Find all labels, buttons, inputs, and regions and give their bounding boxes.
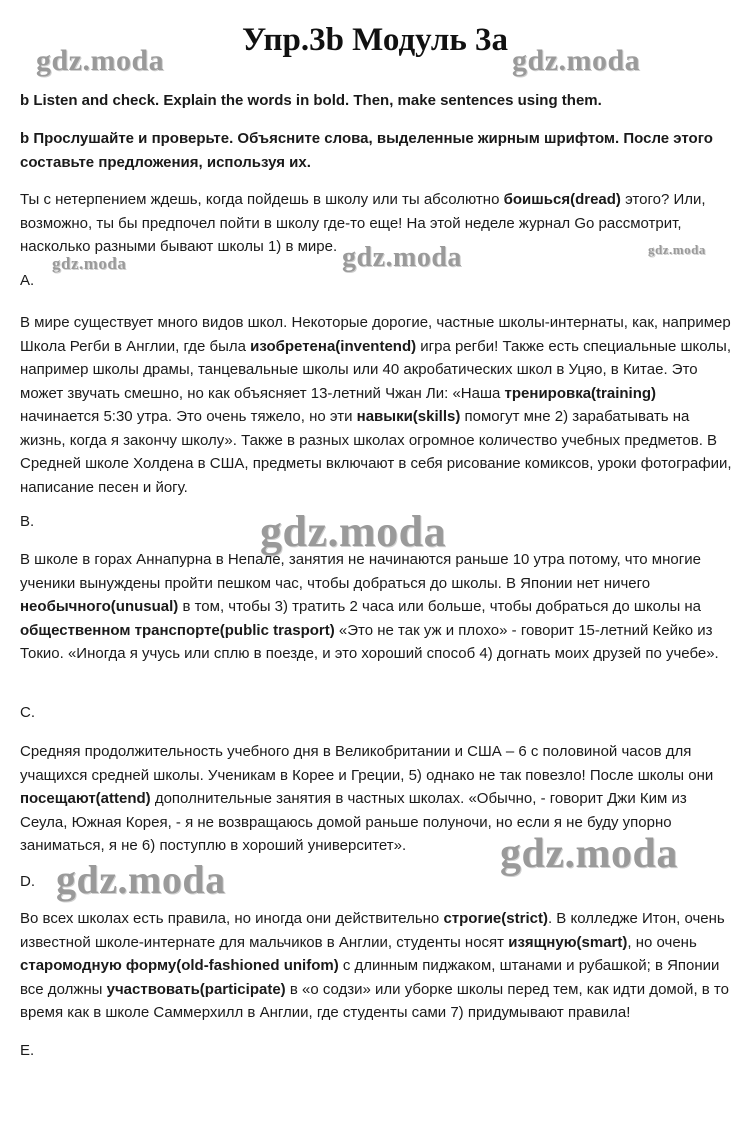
bold-term: необычного(unusual) — [20, 598, 179, 615]
watermark: gdz.moda — [342, 242, 462, 273]
watermark: gdz.moda — [56, 857, 226, 902]
bold-term: навыки(skills) — [356, 408, 461, 425]
section-marker-e: E. — [20, 1042, 35, 1059]
text-segment: начинается 5:30 утра. Это очень тяжело, но эти — [20, 408, 357, 425]
watermark: gdz.moda — [36, 44, 165, 77]
text-segment: , но очень — [627, 933, 697, 951]
text-segment: В школе в горах Аннапурна в Непале, занятия не начинаются раньше 10 утра потому, что многие ученики вынуждены пройти пешком час, чтобы добраться до школы. В Японии нет ничего — [20, 551, 701, 592]
bold-term: изобретена(inventend) — [250, 337, 417, 355]
bold-term: боишься(dread) — [503, 191, 621, 208]
watermark: gdz.moda — [260, 507, 447, 556]
bold-term: изящную(smart) — [508, 933, 628, 951]
section-marker-d: D. — [20, 873, 35, 890]
bold-term: посещают(attend) — [20, 790, 151, 807]
text-segment: помогут мне 2) зарабатывать на жизнь, когда я закончу школу». Также в разных школах огромное количество учебных предметов. В Средней школе Холдена в США, предметы включают в себя рисование комиксов, уроки фотографии, написание песен и йогу. — [20, 408, 732, 496]
text-segment: этого? Или, возможно, ты бы предпочел пойти в школу где-то еще! На этой неделе журнал Go рассмотрит, насколько разными бывают школы 1) в мире. — [20, 191, 706, 255]
section-marker-c: C. — [20, 704, 35, 721]
text-segment: Ты с нетерпением ждешь, когда пойдешь в школу или ты абсолютно — [20, 191, 504, 208]
text-segment: Средняя продолжительность учебного дня в Великобритании и США – 6 с половиной часов для учащихся средней школы. Ученикам в Корее и Греции, 5) однако не так повезло! После школы они — [20, 743, 714, 784]
section-marker-a: A. — [20, 272, 35, 289]
text-segment: игра регби! Также есть специальные школы, например школы драмы, танцевальные школы или 40 акробатических школ в Уцяо, в Китае. Это может звучать смешно, но как объясняет 13-летний Чжан Ли: «Наша — [20, 337, 731, 402]
section-a-paragraph — [20, 311, 732, 499]
text-segment: В мире существует много видов школ. Некоторые дорогие, частные школы-интернаты, как, например Школа Регби в Англии, где была — [20, 314, 731, 355]
watermark: gdz.moda — [648, 242, 706, 257]
text-segment: в «о содзи» или уборке школы перед тем, как идти домой, в то время как в школе Саммерхилл в Англии, где студенты сами 7) придумывают правила! — [20, 980, 729, 1021]
text-segment: «Это не так уж и плохо» - говорит 15-летний Кейко из Токио. «Иногда я учусь или сплю в поезде, и это хороший способ 4) догнать моих друзей по учебе». — [20, 621, 719, 662]
watermark: gdz.moda — [500, 831, 678, 877]
watermark: gdz.moda — [512, 44, 641, 77]
section-d-paragraph — [20, 907, 732, 1025]
section-c-paragraph — [20, 740, 732, 858]
instruction-russian: b Прослушайте и проверьте. Объясните слова, выделенные жирным шрифтом. После этого составьте предложения, используя их. — [20, 130, 713, 171]
bold-term: участвовать(participate) — [106, 980, 286, 998]
page-title: Упр.3b Модуль 3а — [241, 22, 509, 58]
text-segment: в том, чтобы 3) тратить 2 часа или больше, чтобы добраться до школы на — [178, 598, 702, 615]
text-segment: дополнительные занятия в частных школах. «Обычно, - говорит Джи Ким из Сеула, Южная Корея, - я не возвращаюсь домой раньше полуночи, но если я не буду упорно заниматься, я не 6) поступлю в хороший университет». — [20, 790, 687, 854]
instruction-english: b Listen and check. Explain the words in bold. Then, make sentences using them. — [20, 92, 602, 109]
bold-term: старомодную форму(old-fashioned unifom) — [20, 957, 339, 974]
bold-term: строгие(strict) — [443, 910, 548, 927]
intro-paragraph — [20, 188, 732, 259]
text-segment: с длинным пиджаком, штанами и рубашкой; в Японии все должны — [20, 957, 720, 998]
text-segment: . В колледже Итон, очень известной школе-интернате для мальчиков в Англии, студенты носят — [20, 910, 725, 951]
watermark: gdz.moda — [52, 254, 127, 273]
section-b-paragraph — [20, 548, 732, 666]
section-marker-b: B. — [20, 513, 35, 530]
text-segment: Во всех школах есть правила, но иногда они действительно — [20, 910, 444, 927]
bold-term: общественном транспорте(public trasport) — [20, 621, 335, 639]
bold-term: тренировка(training) — [504, 384, 657, 402]
